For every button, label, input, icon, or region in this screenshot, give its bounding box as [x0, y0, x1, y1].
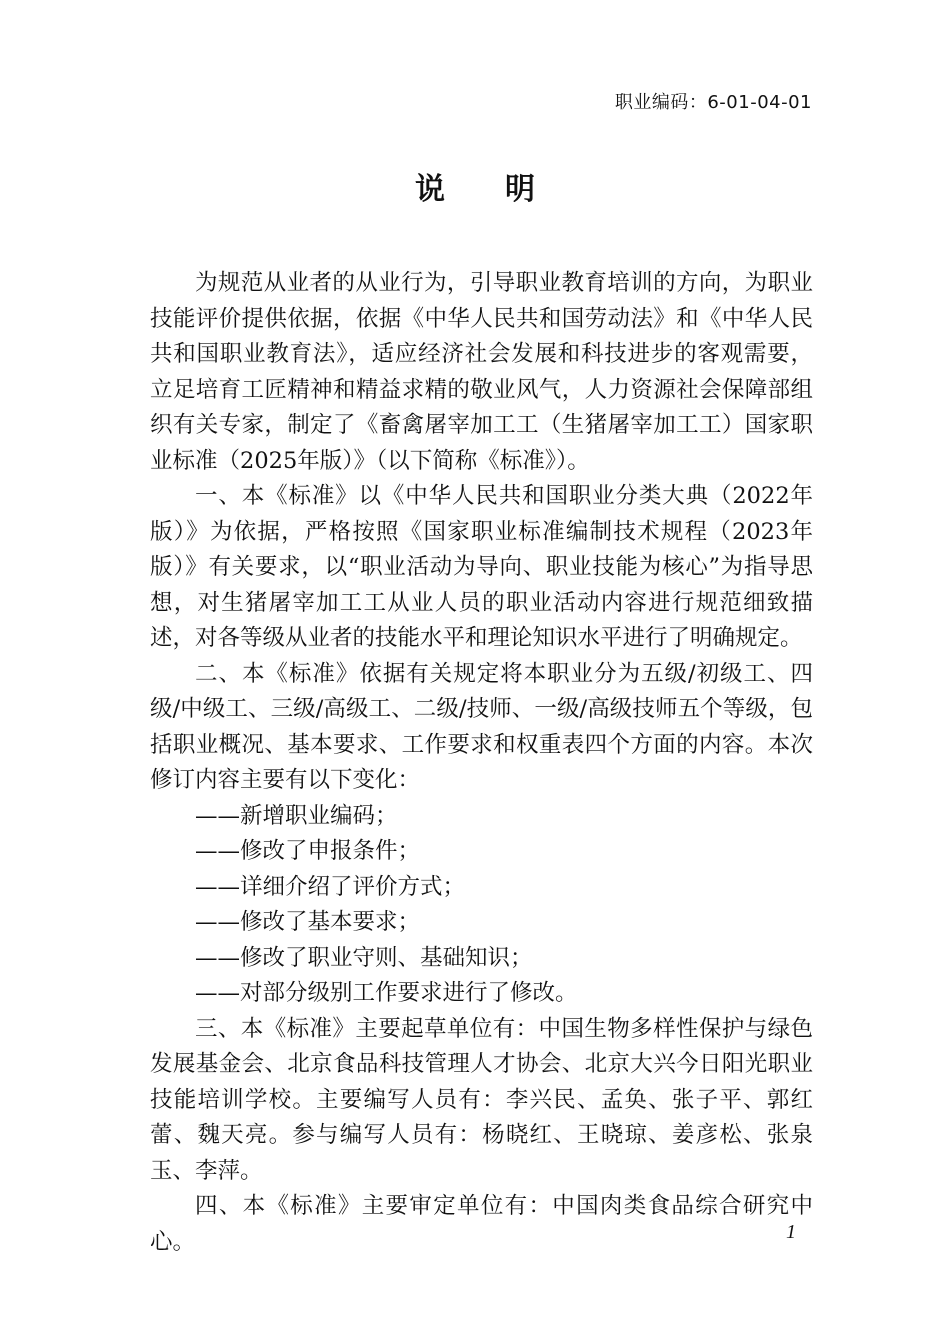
intro-paragraph: 为规范从业者的从业行为，引导职业教育培训的方向，为职业技能评价提供依据，依据《中华人民共和国劳动法》和《中华人民共和国职业教育法》，适应经济社会发展和科技进步的客观需要，立足培育工匠精神和精益求精的敬业风气，人力资源社会保障部组织有关专家，制定了《畜禽屠宰加工工（生猪屠宰加工工）国家职业标准（2025年版）》（以下简称《标准》）。: [150, 270, 813, 474]
change-item: ——新增职业编码；: [195, 802, 398, 829]
change-item: ——详细介绍了评价方式；: [195, 873, 466, 900]
change-item: ——修改了职业守则、基础知识；: [195, 944, 533, 971]
section-three-paragraph: 三、本《标准》主要起草单位有：中国生物多样性保护与绿色发展基金会、北京食品科技管理人才协会、北京大兴今日阳光职业技能培训学校。主要编写人员有：李兴民、孟奂、张子平、郭红蕾、魏天亮。参与编写人员有：杨晓红、王晓琼、姜彦松、张泉玉、李萍。: [150, 1015, 813, 1184]
change-item: ——修改了基本要求；: [195, 909, 421, 935]
page-title: 说明: [415, 172, 595, 207]
document-body: [150, 266, 813, 1260]
section-four-paragraph: 四、本《标准》主要审定单位有：中国肉类食品综合研究中心。: [150, 1193, 813, 1255]
section-two-paragraph: 二、本《标准》依据有关规定将本职业分为五级/初级工、四级/中级工、三级/高级工、二级/技师、一级/高级技师五个等级，包括职业概况、基本要求、工作要求和权重表四个方面的内容。本次修订内容主要有以下变化：: [150, 660, 813, 793]
section-one-paragraph: 一、本《标准》以《中华人民共和国职业分类大典（2022年版）》为依据，严格按照《国家职业标准编制技术规程（2023年版）》有关要求，以“职业活动为导向、职业技能为核心”为指导思想，对生猪屠宰加工工从业人员的职业活动内容进行规范细致描述，对各等级从业者的技能水平和理论知识水平进行了明确规定。: [150, 483, 813, 651]
page-number: 1: [786, 1221, 796, 1243]
job-code: 职业编码：6-01-04-01: [614, 92, 812, 113]
change-item: ——对部分级别工作要求进行了修改。: [195, 980, 578, 1006]
change-item: ——修改了申报条件；: [195, 838, 421, 864]
